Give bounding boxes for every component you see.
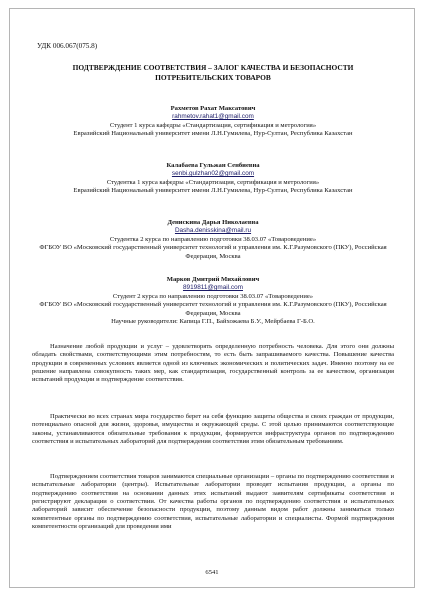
author-org: ФГБОУ ВО «Московский государственный университет технологий и управления им. К.Г.Разумовского (ПКУ), Российская Федерация, Москва <box>39 244 387 260</box>
author-org: Евразийский Национальный университет имени Л.Н.Гумилева, Нур-Султан, Республика Казахстан <box>73 130 353 138</box>
body-paragraph: Подтверждением соответствия товаров занимаются специальные организации – органы по подтверждению соответствия и испытательные лаборатории (центры). Испытательные лаборатории проводят испытания продукции, а органы по подтверждению соответствия на основании данных этих испытаний выдают заявителям сертификаты соответствия и регистрируют декларации о соответствии. От качества работы органов по подтверждению соответствия и испытательных лабораторий зависит обеспечение безопасности продукции, поэтому данным видом работ должны заниматься только компетентные органы по подтверждению соответствия, испытательные лаборатории и специалисты. Формой подтверждения компетентности организаций для проведения ими <box>32 473 394 531</box>
author-name: Рахметов Рахат Максатович <box>170 105 256 112</box>
author-email[interactable]: rahmetov.rahat1@gmail.com <box>172 113 254 121</box>
author-name: Денискина Дарья Николаевна <box>167 219 259 226</box>
author-email[interactable]: Dasha.denisskina@mail.ru <box>174 227 252 235</box>
author-name: Марков Дмитрий Михайлович <box>166 276 260 283</box>
author-role: Студентка 1 курса кафедры «Стандартизация, сертификация и метрология» <box>106 178 320 186</box>
author-role: Студент 1 курса кафедры «Стандартизация, сертификация и метрология» <box>109 121 317 129</box>
paper-page <box>9 8 415 588</box>
udk-code: УДК 006.067(075.8) <box>37 42 98 50</box>
paper-title: ПОДТВЕРЖДЕНИЕ СООТВЕТСТВИЯ – ЗАЛОГ КАЧЕСТВА И БЕЗОПАСНОСТИ ПОТРЕБИТЕЛЬСКИХ ТОВАРОВ <box>72 63 354 82</box>
author-org: Евразийский Национальный университет имени Л.Н.Гумилева, Нур-Султан, Республика Казахстан <box>73 187 353 195</box>
body-paragraph: Назначение любой продукции и услуг – удовлетворять определенную потребность человека. Для этого они должны обладать свойствами, соответствующими этим потребностям, то есть быть запрашиваемого качества. Повышение качества продукции в современных условиях является одной из ключевых экономических и политических задач. Именно поэтому на ее решение направлена совокупность таких мер, как стандартизация, государственный контроль за ее качеством, организация испытаний продукции и подтверждение соответствия. <box>32 343 394 384</box>
author-name: Калабаева Гульжан Сенбиевна <box>166 162 260 169</box>
author-advisors: Научные руководители: Капица Г.П., Байхожаева Б.У., Мейрбаева Г-Б.О. <box>111 318 315 326</box>
author-block <box>32 162 394 196</box>
author-email[interactable]: senbi.gulzhan02@gmail.com <box>171 170 255 178</box>
author-email[interactable]: 8919811@gmail.com <box>182 284 243 292</box>
author-role: Студент 2 курса по направлению подготовки 38.03.07 «Товароведение» <box>112 292 314 300</box>
author-block <box>32 276 394 326</box>
author-role: Студентка 2 курса по направлению подготовки 38.03.07 «Товароведение» <box>109 235 317 243</box>
page-number: 6541 <box>205 569 219 576</box>
author-block <box>32 219 394 261</box>
author-block <box>32 105 394 139</box>
body-paragraph: Практически во всех странах мира государство берет на себя функцию защиты общества и своих граждан от продукции, потенциально опасной для жизни, здоровья, имущества и окружающей среды. С этой целью принимаются соответствующие законы, устанавливаются обязательные требования к продукции, формируется инфраструктура органов по подтверждению соответствия и испытательных лабораторий для подтверждения соответствия этим обязательным требованиям. <box>32 413 394 446</box>
author-org: ФГБОУ ВО «Московский государственный университет технологий и управления им. К.Г.Разумовского (ПКУ), Российская Федерация, Москва <box>39 301 387 317</box>
